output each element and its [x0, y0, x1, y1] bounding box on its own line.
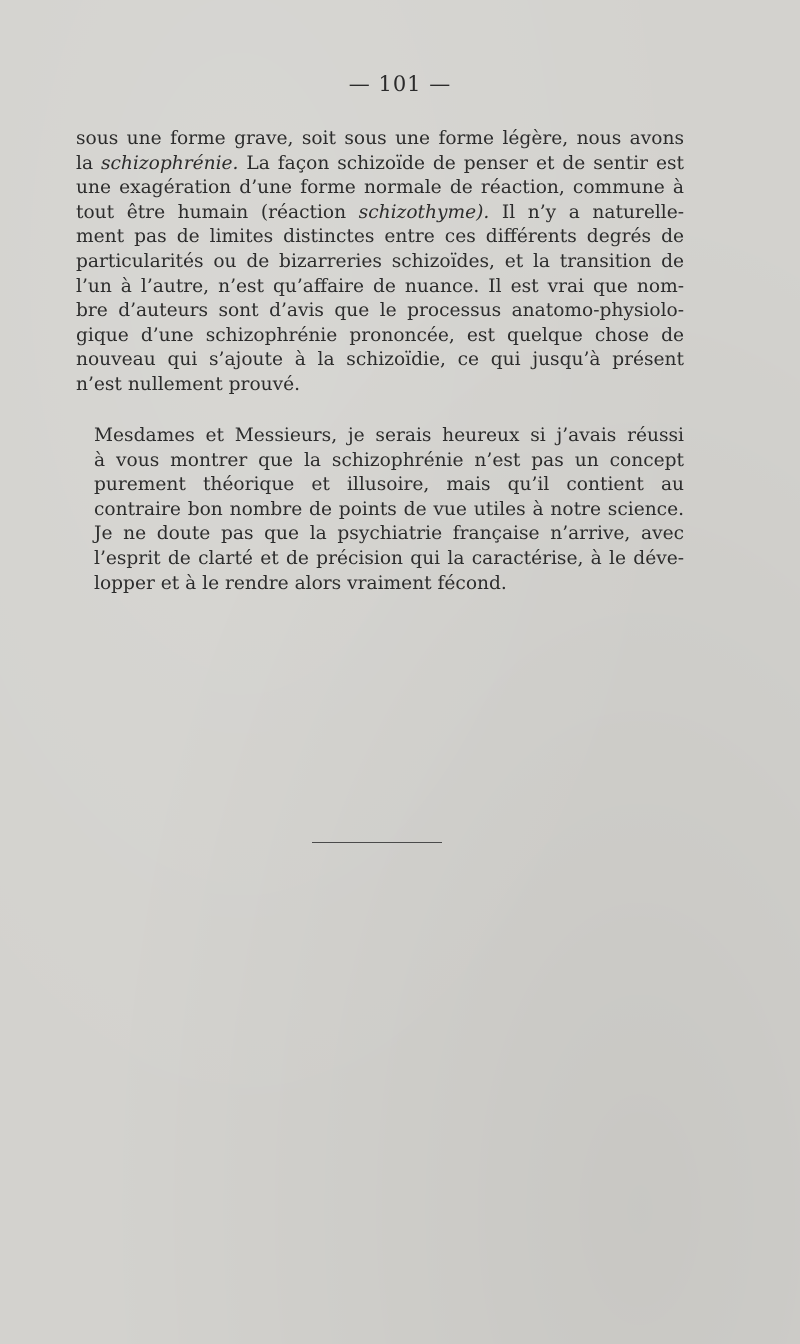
- text-fragment: tout être humain (réaction: [76, 201, 359, 223]
- text-line: [76, 201, 684, 226]
- text-line: n’est nullement prouvé.: [76, 373, 301, 395]
- text-line: ment pas de limites distinctes entre ces différents degrés de: [76, 226, 684, 248]
- text-fragment: Il n’y a naturelle-: [489, 201, 684, 223]
- text-line: à vous montrer que la schizophrénie n’est pas un concept: [94, 449, 684, 471]
- paragraph-2: [76, 424, 684, 596]
- text-fragment: La façon schizoïde de penser et de sentir est: [238, 152, 684, 174]
- text-line: une exagération d’une forme normale de réaction, commune à: [76, 177, 684, 199]
- text-line: Mesdames et Messieurs, je serais heureux si j’avais réussi: [94, 425, 684, 446]
- text-line: sous une forme grave, soit sous une forme légère, nous avons: [76, 128, 684, 149]
- end-rule: [312, 842, 442, 843]
- text-line: purement théorique et illusoire, mais qu’il contient au: [94, 474, 684, 496]
- text-line: nouveau qui s’ajoute à la schizoïdie, ce qui jusqu’à présent: [76, 349, 684, 371]
- text-line: contraire bon nombre de points de vue utiles à notre science.: [94, 498, 684, 520]
- text-line: lopper et à le rendre alors vraiment fécond.: [94, 572, 507, 594]
- text-line: [76, 152, 684, 177]
- text-line: Je ne doute pas que la psychiatrie française n’arrive, avec: [94, 523, 684, 545]
- text-line: bre d’auteurs sont d’avis que le processus anatomo-physiolo-: [76, 300, 684, 322]
- paragraph-1: [76, 127, 684, 398]
- italic-term: schizothyme).: [358, 201, 490, 223]
- page-number: — 101 —: [348, 72, 452, 96]
- italic-term: schizophrénie.: [100, 152, 239, 174]
- text-line: l’un à l’autre, n’est qu’affaire de nuance. Il est vrai que nom-: [76, 275, 684, 297]
- text-line: particularités ou de bizarreries schizoïdes, et la transition de: [76, 250, 684, 272]
- text-line: gique d’une schizophrénie prononcée, est quelque chose de: [76, 324, 684, 346]
- text-line: l’esprit de clarté et de précision qui la caractérise, à le déve-: [94, 547, 684, 569]
- text-fragment: la: [76, 152, 101, 174]
